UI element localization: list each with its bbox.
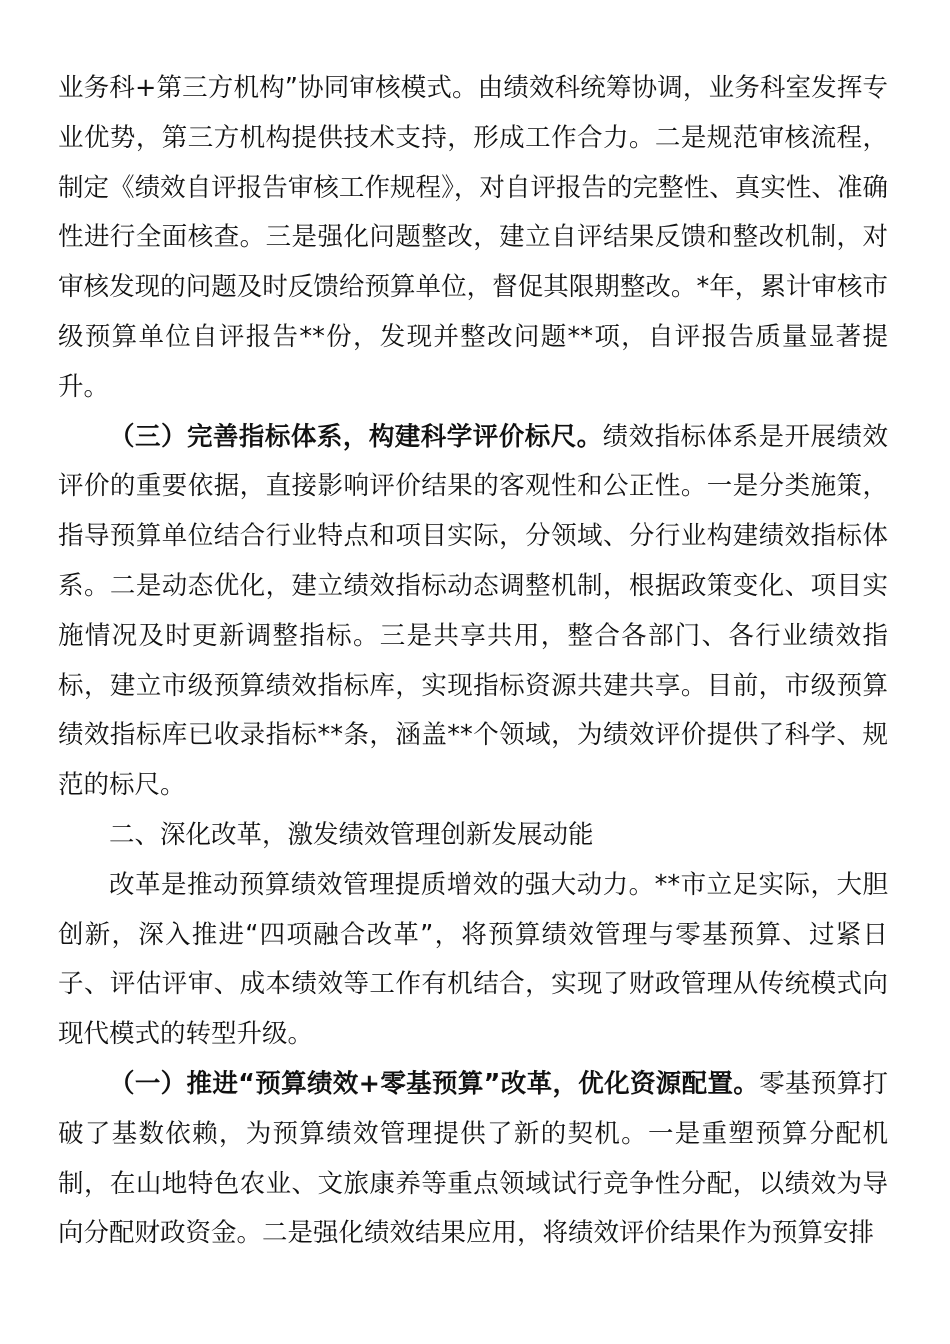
paragraph-indicator-system (58, 413, 888, 811)
section-title-text: 二、深化改革，激发绩效管理创新发展动能 (109, 819, 594, 850)
paragraph-text: 业务科+第三方机构”协同审核模式。由绩效科统筹协调，业务科室发挥专业优势，第三方机构提供技术支持，形成工作合力。二是规范审核流程，制定《绩效自评报告审核工作规程》，对自评报告的完整性、真实性、准确性进行全面核查。三是强化问题整改，建立自评结果反馈和整改机制，对审核发现的问题及时反馈给预算单位，督促其限期整改。*年，累计审核市级预算单位自评报告**份，发现并整改问题**项，自评报告质量显著提升。 (58, 73, 888, 402)
paragraph-text: 绩效指标体系是开展绩效评价的重要依据，直接影响评价结果的客观性和公正性。一是分类施策，指导预算单位结合行业特点和项目实际，分领域、分行业构建绩效指标体系。二是动态优化，建立绩效指标动态调整机制，根据政策变化、项目实施情况及时更新调整指标。三是共享共用，整合各部门、各行业绩效指标，建立市级预算绩效指标库，实现指标资源共建共享。目前，市级预算绩效指标库已收录指标**条，涵盖**个领域，为绩效评价提供了科学、规范的标尺。 (58, 421, 888, 801)
paragraph-text: 零基预算打破了基数依赖，为预算绩效管理提供了新的契机。一是重塑预算分配机制，在山地特色农业、文旅康养等重点领域试行竞争性分配，以绩效为导向分配财政资金。二是强化绩效结果应用，将绩效评价结果作为预算安排 (58, 1068, 888, 1249)
paragraph-zero-based-budget (58, 1060, 888, 1259)
section-title-deepen-reform (58, 811, 888, 861)
paragraph-text: 改革是推动预算绩效管理提质增效的强大动力。**市立足实际，大胆创新，深入推进“四项融合改革”，将预算绩效管理与零基预算、过紧日子、评估评审、成本绩效等工作有机结合，实现了财政管理从传统模式向现代模式的转型升级。 (58, 869, 888, 1050)
section-heading-indicator-system: （三）完善指标体系，构建科学评价标尺。 (109, 421, 603, 452)
document-body (58, 64, 888, 1259)
paragraph-reform-intro (58, 861, 888, 1060)
paragraph-audit-mode (58, 64, 888, 413)
section-heading-zero-based-budget: （一）推进“预算绩效+零基预算”改革，优化资源配置。 (109, 1068, 760, 1099)
